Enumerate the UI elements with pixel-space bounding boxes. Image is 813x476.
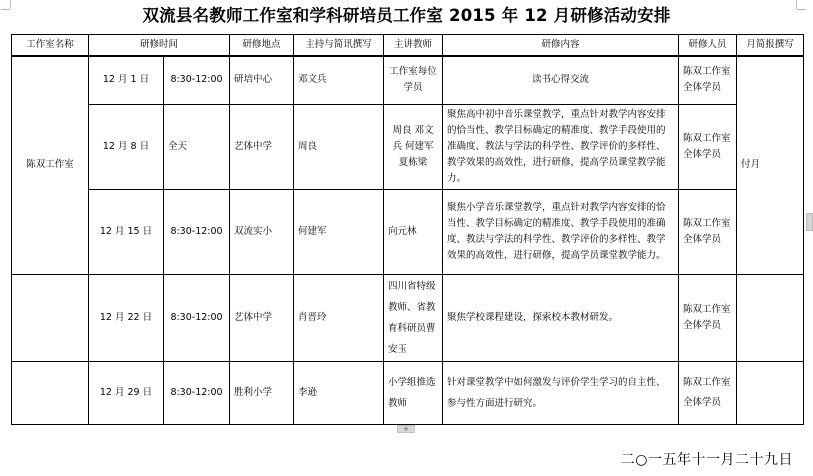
staff-cell: 陈双工作室全体学员 — [679, 275, 737, 362]
staff-cell: 陈双工作室全体学员 — [679, 56, 737, 105]
speaker-cell: 周良 邓文兵 何建军 夏栋梁 — [384, 105, 443, 190]
time-cell: 8:30-12:00 — [164, 190, 230, 275]
date-cell: 12 月 8 日 — [89, 105, 164, 190]
table-row — [12, 56, 804, 105]
host-cell: 肖晋玲 — [294, 275, 384, 362]
header-staff: 研修人员 — [679, 35, 737, 56]
table-header-row — [12, 35, 804, 56]
place-cell: 胜利小学 — [230, 362, 294, 425]
staff-cell: 陈双工作室全体学员 — [679, 362, 737, 425]
document-title: 双流县名教师工作室和学科研培员工作室 2015 年 12 月研修活动安排 — [142, 6, 671, 25]
time-cell: 全天 — [164, 105, 230, 190]
studio-name-cell: 陈双工作室 — [12, 56, 89, 275]
header-studio-name: 工作室名称 — [12, 35, 89, 56]
report-writer-cell: 付月 — [737, 56, 804, 275]
time-cell: 8:30-12:00 — [164, 275, 230, 362]
header-report: 月简报撰写 — [737, 35, 804, 56]
report-writer-cell-empty — [737, 275, 804, 362]
header-place: 研修地点 — [230, 35, 294, 56]
date-cell: 12 月 29 日 — [89, 362, 164, 425]
host-cell: 何建军 — [294, 190, 384, 275]
content-cell: 读书心得交流 — [443, 56, 679, 105]
header-time: 研修时间 — [89, 35, 230, 56]
content-cell: 聚焦学校课程建设，探索校本教材研发。 — [443, 275, 679, 362]
studio-name-cell-empty — [12, 275, 89, 362]
staff-cell: 陈双工作室全体学员 — [679, 190, 737, 275]
host-cell: 邓文兵 — [294, 56, 384, 105]
studio-name-cell-empty — [12, 362, 89, 425]
speaker-cell: 工作室每位学员 — [384, 56, 443, 105]
host-cell: 周良 — [294, 105, 384, 190]
content-cell: 针对课堂教学中如何激发与评价学生学习的自主性、参与性方面进行研究。 — [443, 362, 679, 425]
date-cell: 12 月 22 日 — [89, 275, 164, 362]
header-content: 研修内容 — [443, 35, 679, 56]
header-host: 主持与简讯撰写 — [294, 35, 384, 56]
table-row — [12, 275, 804, 362]
date-cell: 12 月 1 日 — [89, 56, 164, 105]
resize-handle-bottom[interactable]: + — [397, 425, 415, 433]
resize-handle-right[interactable] — [806, 213, 813, 231]
place-cell: 研培中心 — [230, 56, 294, 105]
time-cell: 8:30-12:00 — [164, 362, 230, 425]
place-cell: 艺体中学 — [230, 275, 294, 362]
document-date: 二○一五年十一月二十九日 — [620, 452, 793, 468]
content-cell: 聚焦高中初中音乐课堂教学，重点针对教学内容安排的恰当性、教学目标确定的精准度、教学手段使用的准确度、教法与学法的科学性、教学评价的多样性、教学效果的高效性，进行研修，提高学员课堂教学能力。 — [443, 105, 679, 190]
speaker-cell: 小学组推选教师 — [384, 362, 443, 425]
schedule-table — [11, 34, 804, 425]
staff-cell: 陈双工作室全体学员 — [679, 105, 737, 190]
time-cell: 8:30-12:00 — [164, 56, 230, 105]
content-cell: 聚焦小学音乐课堂教学，重点针对教学内容安排的恰当性、教学目标确定的精准度、教学手段使用的准确度、教法与学法的科学性、教学评价的多样性、教学效果的高效性，进行研修，提高学员课堂教学能力。 — [443, 190, 679, 275]
speaker-cell: 四川省特级教师、省教育科研员曹安玉 — [384, 275, 443, 362]
speaker-cell: 向元林 — [384, 190, 443, 275]
table-row — [12, 190, 804, 275]
table-row — [12, 362, 804, 425]
header-speaker: 主讲教师 — [384, 35, 443, 56]
place-cell: 双流实小 — [230, 190, 294, 275]
place-cell: 艺体中学 — [230, 105, 294, 190]
table-row — [12, 105, 804, 190]
report-writer-cell-empty — [737, 362, 804, 425]
date-cell: 12 月 15 日 — [89, 190, 164, 275]
host-cell: 李逊 — [294, 362, 384, 425]
